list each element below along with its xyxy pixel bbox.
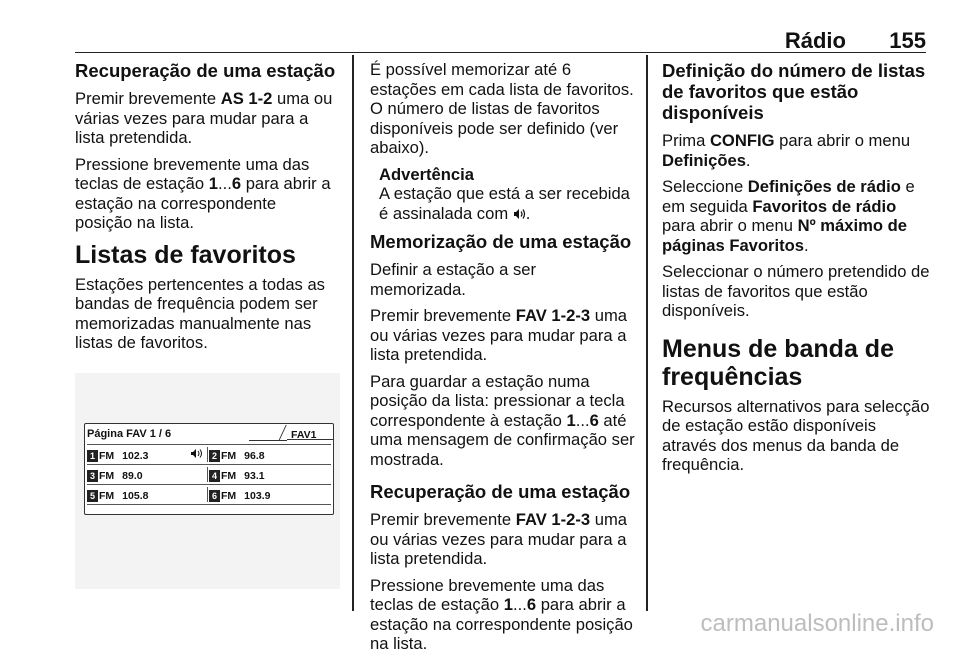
column-2 xyxy=(370,60,636,661)
heading-number-of-lists: Definição do número de listas de favoritos que estão disponíveis xyxy=(662,60,926,123)
tab-label: FAV1 xyxy=(291,428,317,441)
preset-4: 4 FM 93.1 xyxy=(209,467,329,482)
paragraph: É possível memorizar até 6 estações em cada lista de favoritos. O número de listas de favoritos disponíveis pode ser definido (ver abaixo). xyxy=(370,60,634,157)
paragraph: Premir brevemente AS 1-2 uma ou várias vezes para mudar para a lista pretendida. xyxy=(75,89,333,147)
paragraph: Recursos alternativos para selecção de estação estão disponíveis através dos menus da banda de frequência. xyxy=(662,396,930,474)
column-3 xyxy=(662,60,930,482)
preset-3: 3 FM 89.0 xyxy=(87,467,208,482)
paragraph: Seleccione Definições de rádio e em seguida Favoritos de rádio para abrir o menu Nº máximo de páginas Favoritos. xyxy=(662,177,915,255)
preset-6: 6 FM 103.9 xyxy=(209,487,329,502)
preset-row xyxy=(87,444,331,464)
heading-store-station: Memorização de uma estação xyxy=(370,231,632,252)
note-block: Advertência A estação que está a ser recebida é assinalada com . xyxy=(379,164,630,223)
paragraph: Definir a estação a ser memorizada. xyxy=(370,260,537,299)
favorites-tab xyxy=(287,425,333,440)
paragraph: Para guardar a estação numa posição da lista: pressionar a tecla correspondente à estação 1...6 até uma mensagem de confirmação ser mostrada. xyxy=(370,371,635,469)
column-separator xyxy=(352,55,354,611)
paragraph: Estações pertencentes a todas as bandas de frequência podem ser memorizadas manualmente nas listas de favoritos. xyxy=(75,274,325,352)
watermark: carmanualsonline.info xyxy=(700,610,934,637)
column-separator xyxy=(646,55,648,611)
page-number: 155 xyxy=(889,28,926,53)
paragraph: Pressione brevemente uma das teclas de estação 1...6 para abrir a estação na correspondente posição na lista. xyxy=(370,575,633,653)
preset-1: 1 FM 102.3 xyxy=(87,447,208,462)
preset-5: 5 FM 105.8 xyxy=(87,487,208,502)
heading-recall-station: Recuperação de uma estação xyxy=(370,481,631,502)
paragraph: Prima CONFIG para abrir o menu Definições. xyxy=(662,131,911,170)
preset-row xyxy=(87,484,331,505)
paragraph: Seleccionar o número pretendido de listas de favoritos que estão disponíveis. xyxy=(662,262,930,320)
radio-display-figure xyxy=(75,373,340,589)
paragraph: Premir brevemente FAV 1-2-3 uma ou várias vezes para mudar para a lista pretendida. xyxy=(370,510,627,568)
preset-grid xyxy=(87,444,331,505)
screen-title: Página FAV 1 / 6 xyxy=(87,427,172,440)
paragraph: Pressione brevemente uma das teclas de estação 1...6 para abrir a estação na correspondente posição na lista. xyxy=(75,154,331,232)
page-header xyxy=(75,26,926,53)
preset-row xyxy=(87,464,331,484)
paragraph: Premir brevemente FAV 1-2-3 uma ou várias vezes para mudar para a lista pretendida. xyxy=(370,306,627,364)
preset-2: 2 FM 96.8 xyxy=(209,447,329,462)
heading-band-menus: Menus de banda de frequências xyxy=(662,334,894,391)
speaker-icon xyxy=(513,204,526,223)
heading-recall-station: Recuperação de uma estação xyxy=(75,60,336,81)
note-title: Advertência xyxy=(379,164,474,184)
heading-favorite-lists: Listas de favoritos xyxy=(75,240,296,269)
column-1 xyxy=(75,60,337,589)
favorites-screen xyxy=(84,423,334,515)
section-title: Rádio xyxy=(784,28,846,53)
